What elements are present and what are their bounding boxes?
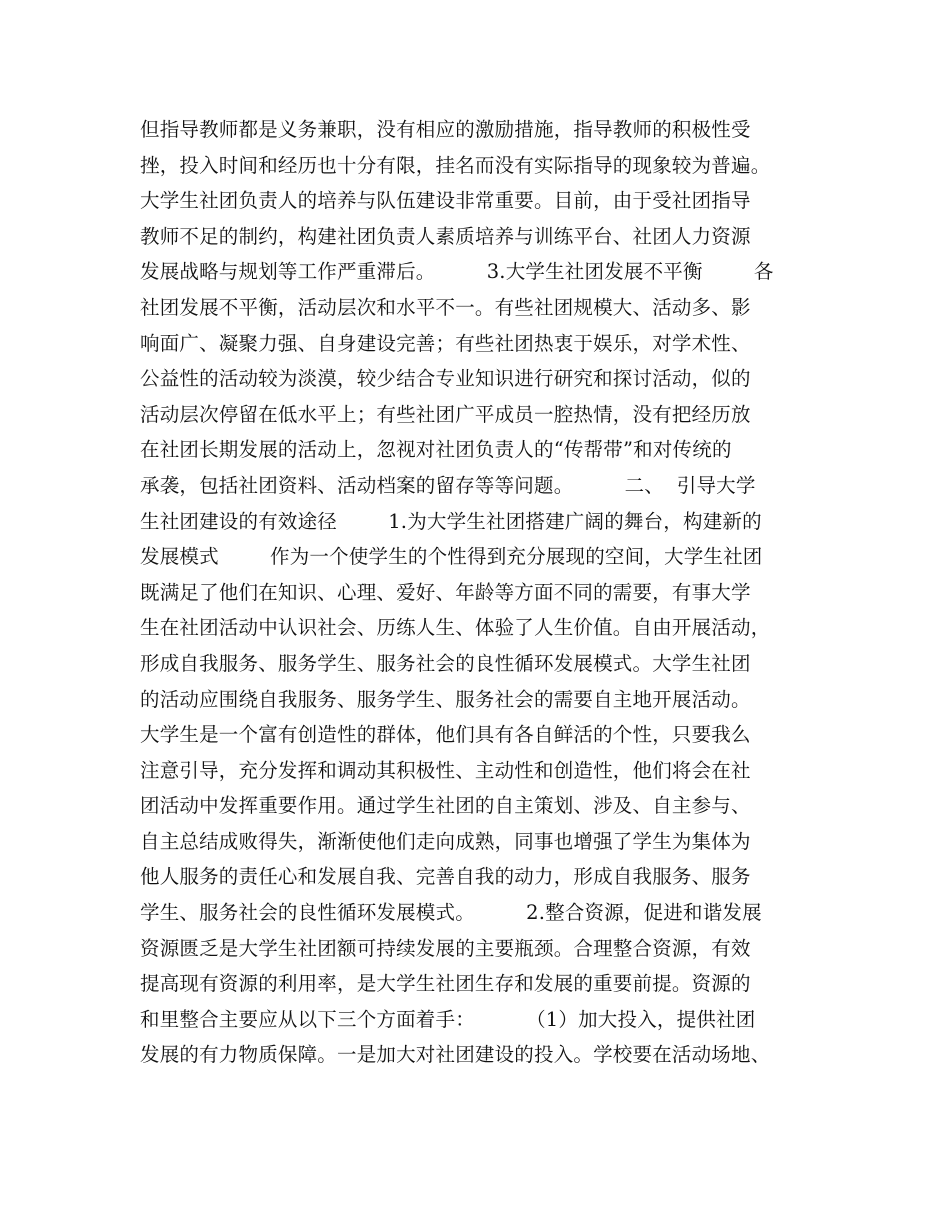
text-line: 在社团长期发展的活动上，忽视对社团负责人的“传帮带”和对传统的: [140, 438, 732, 462]
text-line: 形成自我服务、服务学生、服务社会的良性循环发展模式。大学生社团: [140, 651, 751, 675]
text-line: 但指导教师都是义务兼职，没有相应的激励措施，指导教师的积极性受: [140, 118, 751, 141]
text-line: 响面广、凝聚力强、自身建设完善；有些社团热衷于娱乐，对学术性、: [140, 331, 751, 355]
text-line: 的活动应围绕自我服务、服务学生、服务社会的需要自主地开展活动。: [140, 687, 751, 711]
text-line: 资源匮乏是大学生社团额可持续发展的主要瓶颈。合理整合资源，有效: [140, 936, 751, 960]
text-line: 发展模式 作为一个使学生的个性得到充分展现的空间，大学生社团: [140, 545, 763, 569]
text-line: 公益性的活动较为淡漠，较少结合专业知识进行研究和探讨活动，似的: [140, 367, 751, 391]
text-line: 注意引导，充分发挥和调动其积极性、主动性和创造性，他们将会在社: [140, 758, 751, 782]
text-line: 既满足了他们在知识、心理、爱好、年龄等方面不同的需要，有事大学: [140, 580, 751, 604]
text-line: 社团发展不平衡，活动层次和水平不一。有些社团规模大、活动多、影: [140, 295, 751, 319]
text-line: 学生、服务社会的良性循环发展模式。 2.整合资源，促进和谐发展: [140, 901, 762, 925]
text-line: 大学生是一个富有创造性的群体，他们具有各自鲜活的个性，只要我么: [140, 723, 751, 747]
text-line: 和里整合主要应从以下三个方面着手： （1）加大投入，提供社团: [140, 1007, 756, 1031]
body-text: [140, 112, 830, 1073]
text-line: 活动层次停留在低水平上；有些社团广平成员一腔热情，没有把经历放: [140, 402, 751, 426]
text-line: 教师不足的制约，构建社团负责人素质培养与训练平台、社团人力资源: [140, 224, 751, 248]
text-line: 发展战略与规划等工作严重滞后。 3.大学生社团发展不平衡 各: [140, 260, 774, 284]
text-line: 他人服务的责任心和发展自我、完善自我的动力，形成自我服务、服务: [140, 865, 751, 889]
text-line: 生在社团活动中认识社会、历练人生、体验了人生价值。自由开展活动，: [140, 616, 771, 640]
text-line: 提高现有资源的利用率，是大学生社团生存和发展的重要前提。资源的: [140, 972, 751, 996]
text-line: 承袭，包括社团资料、活动档案的留存等等问题。 二、 引导大学: [140, 473, 756, 497]
text-line: 团活动中发挥重要作用。通过学生社团的自主策划、涉及、自主参与、: [140, 794, 751, 818]
text-line: 生社团建设的有效途径 1.为大学生社团搭建广阔的舞台，构建新的: [140, 509, 762, 533]
text-line: 挫，投入时间和经历也十分有限，挂名而没有实际指导的现象较为普遍。: [140, 153, 771, 177]
text-line: 自主总结成败得失，渐渐使他们走向成熟，同事也增强了学生为集体为: [140, 829, 751, 853]
text-line: 大学生社团负责人的培养与队伍建设非常重要。目前，由于受社团指导: [140, 189, 751, 213]
text-line: 发展的有力物质保障。一是加大对社团建设的投入。学校要在活动场地、: [140, 1043, 771, 1067]
